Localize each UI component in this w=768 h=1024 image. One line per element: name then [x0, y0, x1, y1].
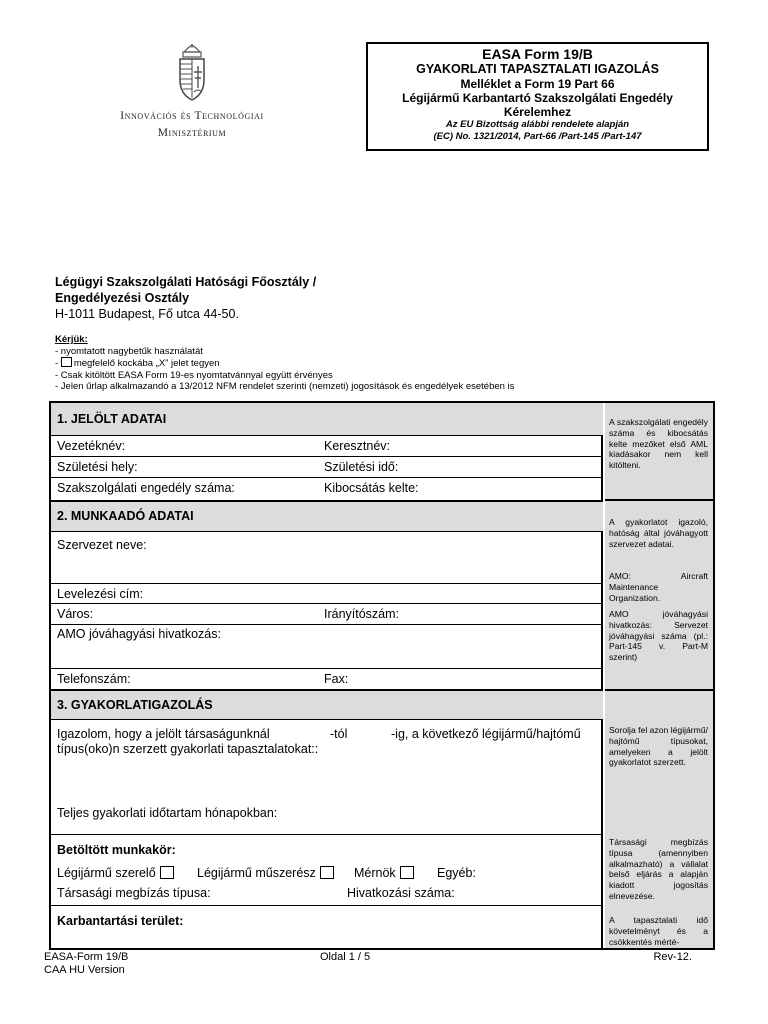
instruction-dash: -: [55, 358, 59, 369]
surname-field[interactable]: Vezetéknév:: [57, 439, 126, 453]
licence-number-field[interactable]: Szakszolgálati engedély száma:: [57, 481, 235, 495]
option-engineer-label: Légijármű műszerész: [197, 866, 316, 880]
form-title: EASA Form 19/B: [482, 46, 593, 62]
section1-row-birth: [51, 457, 603, 478]
side-note-amo: AMO: Aircraft Maintenance Organization.: [609, 571, 708, 603]
form-application-line: Kérelemhez: [503, 105, 572, 119]
issue-date-field[interactable]: Kibocsátás kelte:: [324, 481, 419, 495]
side-note-licence: A szakszolgálati engedély száma és kibocsátás kelte mezőket első AML kiadásakor nem kell kitölteni.: [609, 417, 708, 471]
certification-from[interactable]: -tól: [330, 727, 348, 741]
side-note-assignment: Társasági megbízás típusa (amennyiben alkalmazható) a vállalat belső eljárás a alapján kiadott jogosítás elnevezése.: [609, 837, 708, 901]
section1-row-name: [51, 436, 603, 457]
addressee-line1: Légügyi Szakszolgálati Hatósági Főosztály /: [55, 275, 317, 289]
section2-header: 2. MUNKAADÓ ADATAI: [51, 500, 603, 532]
addressee-line2: Engedélyezési Osztály: [55, 291, 190, 305]
addressee-address: H-1011 Budapest, Fő utca 44-50.: [55, 307, 239, 321]
birthplace-field[interactable]: Születési hely:: [57, 460, 138, 474]
checkbox-sample-icon: [61, 357, 72, 367]
duration-months-field[interactable]: Teljes gyakorlati időtartam hónapokban:: [57, 806, 278, 820]
certification-to[interactable]: -ig, a következő légijármű/hajtómű: [391, 727, 581, 741]
certification-text-part1: Igazolom, hogy a jelölt társaságunknál: [57, 727, 270, 741]
instructions-heading: Kérjük:: [55, 334, 88, 345]
ministry-name-line1: Innovációs és Technológiai: [120, 110, 264, 122]
form-title-box: [366, 42, 709, 151]
section2-row-amo: [51, 625, 603, 669]
section3-row-duration: [51, 789, 603, 835]
instruction-item: - nyomtatott nagybetűk használatát: [55, 345, 203, 357]
reference-number-field[interactable]: Hivatkozási száma:: [347, 886, 455, 900]
form-regulation-line: Az EU Bizottság alábbi rendelete alapján: [445, 119, 630, 130]
engineer-checkbox[interactable]: [320, 866, 334, 879]
instruction-item: - Jelen űrlap alkalmazandó a 13/2012 NFM rendelet szerinti (nemzeti) jogosítások és engedélyek esetében is: [55, 381, 515, 392]
option-mechanic[interactable]: [57, 863, 174, 883]
amo-reference-field[interactable]: AMO jóváhagyási hivatkozás:: [57, 627, 221, 641]
option-mechanic-label: Légijármű szerelő: [57, 866, 156, 880]
postcode-field[interactable]: Irányítószám:: [324, 607, 400, 621]
option-engineer[interactable]: [197, 863, 334, 883]
application-form: [49, 401, 715, 950]
fax-field[interactable]: Fax:: [324, 672, 349, 686]
other-field[interactable]: Egyéb:: [437, 866, 476, 880]
instructions-block: [55, 334, 514, 393]
mernok-checkbox[interactable]: [400, 866, 414, 879]
firstname-field[interactable]: Keresztnév:: [324, 439, 391, 453]
section3-row-assignment: [51, 883, 603, 906]
side-note-types: Sorolja fel azon légijármű/ hajtómű típusokat, amelyeken a jelölt gyakorlatot szerzett.: [609, 725, 708, 768]
section3-row-jobtitle-label: [51, 836, 603, 856]
coat-of-arms-icon: [172, 44, 212, 106]
footer-revision: Rev-12.: [653, 951, 692, 963]
ministry-name-line2: Minisztérium: [157, 127, 227, 139]
mail-address-field[interactable]: Levelezési cím:: [57, 587, 144, 601]
side-divider: [605, 689, 713, 691]
footer-page-number: Oldal 1 / 5: [320, 951, 371, 963]
side-notes-column: [605, 403, 713, 948]
section2-row-phone: [51, 669, 603, 689]
form-annex-line: Melléklet a Form 19 Part 66: [460, 77, 615, 91]
form-subtitle: GYAKORLATI TAPASZTALATI IGAZOLÁS: [416, 62, 659, 76]
form-fields-column: [51, 403, 603, 948]
assignment-type-field[interactable]: Társasági megbízás típusa:: [57, 886, 211, 900]
form-licence-line: Légijármű Karbantartó Szakszolgálati Engedély: [402, 91, 673, 105]
option-mernok[interactable]: [354, 863, 414, 883]
instruction-item: [55, 357, 514, 370]
ministry-logo: [100, 44, 284, 140]
phone-field[interactable]: Telefonszám:: [57, 672, 131, 686]
section1-header: 1. JELÖLT ADATAI: [51, 403, 603, 436]
birthdate-field[interactable]: Születési idő:: [324, 460, 399, 474]
addressee-block: [55, 274, 316, 322]
certification-text-part2: típus(oko)n szerzett gyakorlati tapasztalatokat::: [57, 742, 319, 756]
section3-row-maintenance: [51, 907, 603, 937]
section3-header: 3. GYAKORLATIGAZOLÁS: [51, 689, 603, 720]
job-title-label: Betöltött munkakör:: [57, 843, 176, 857]
section2-row-org: [51, 532, 603, 584]
instruction-text: megfelelő kockába „X” jelet tegyen: [73, 358, 220, 369]
section3-row-job-options: [51, 863, 603, 883]
section2-row-mail: [51, 584, 603, 604]
city-field[interactable]: Város:: [57, 607, 94, 621]
mechanic-checkbox[interactable]: [160, 866, 174, 879]
form-regulation-numbers: (EC) No. 1321/2014, Part-66 /Part-145 /Part-147: [433, 131, 642, 142]
side-note-amo-reference: AMO jóváhagyási hivatkozás: Servezet jóváhagyási száma (pl.: Part-145 v. Part-M szerint): [609, 609, 708, 663]
section2-row-city: [51, 604, 603, 625]
instruction-item: - Csak kitöltött EASA Form 19-es nyomtatvánnyal együtt érvényes: [55, 369, 333, 381]
maintenance-area-field[interactable]: Karbantartási terület:: [57, 914, 184, 928]
section1-row-licence: [51, 478, 603, 499]
org-name-field[interactable]: Szervezet neve:: [57, 538, 147, 552]
option-mernok-label: Mérnök: [354, 866, 396, 880]
footer-form-id: EASA-Form 19/B: [44, 951, 129, 963]
side-note-employer: A gyakorlatot igazoló, hatóság által jóváhagyott szervezet adatai.: [609, 517, 708, 549]
side-note-experience: A tapasztalati idő követelményt és a csökkentés mérté-: [609, 915, 708, 947]
footer-version: CAA HU Version: [44, 964, 125, 976]
side-divider: [605, 499, 713, 501]
